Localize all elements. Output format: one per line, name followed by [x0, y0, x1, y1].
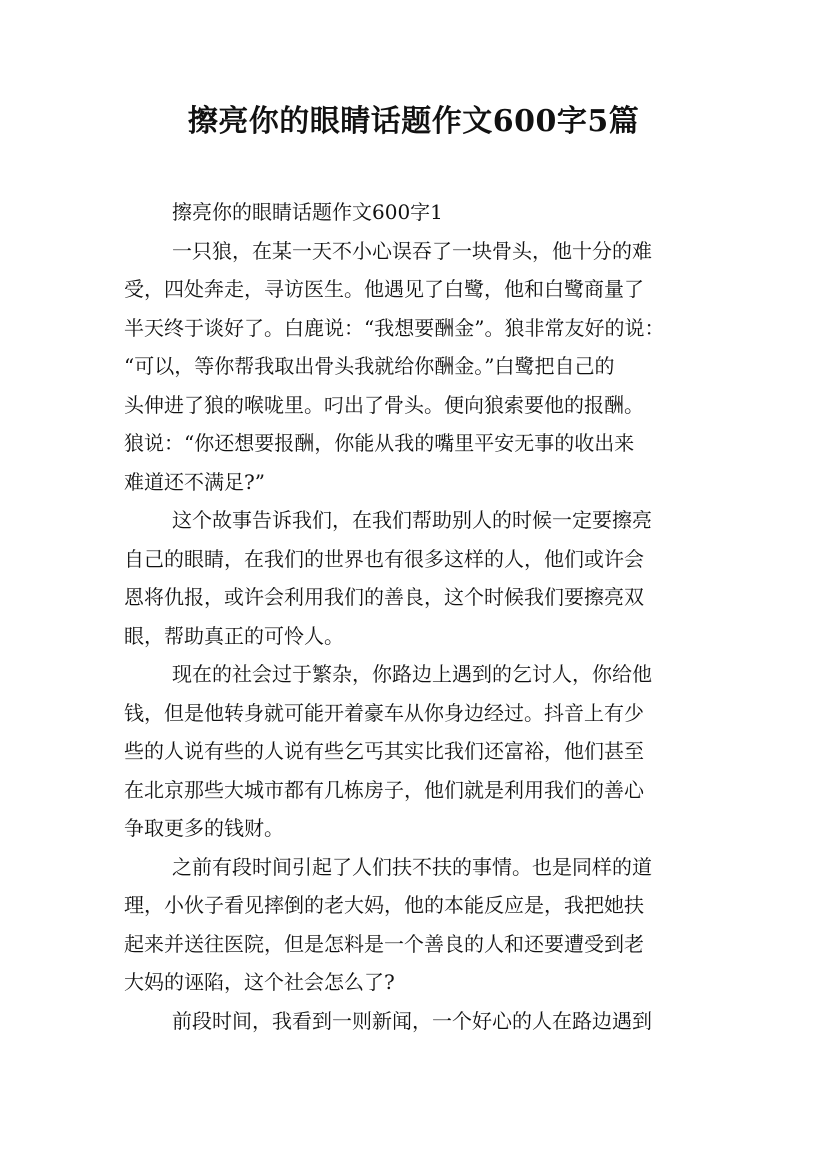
essay-subheading: 擦亮你的眼睛话题作文600字1 [172, 200, 443, 224]
paragraph-line: 之前有段时间引起了人们扶不扶的事情。也是同样的道 [172, 854, 652, 879]
paragraph [124, 655, 704, 848]
paragraph [124, 232, 704, 502]
paragraph [124, 501, 704, 655]
paragraph-line: 前段时间，我看到一则新闻，一个好心的人在路边遇到 [172, 1008, 652, 1033]
paragraph [124, 1002, 704, 1041]
paragraph-line: 大妈的诬陷，这个社会怎么了? [124, 970, 395, 994]
paragraph-line: 一只狼，在某一天不小心误吞了一块骨头，他十分的难 [172, 238, 652, 263]
paragraph-line: 理，小伙子看见摔倒的老大妈，他的本能反应是，我把她扶 [124, 893, 644, 917]
paragraph-line: 眼，帮助真正的可怜人。 [124, 623, 344, 648]
paragraph-line: 受，四处奔走，寻访医生。他遇见了白鹭，他和白鹭商量了 [124, 277, 644, 301]
paragraph-line: 头伸进了狼的喉咙里。叼出了骨头。便向狼索要他的报酬。 [124, 392, 644, 417]
paragraph-line: 起来并送往医院，但是怎料是一个善良的人和还要遭受到老 [124, 931, 644, 956]
paragraph-line: 钱，但是他转身就可能开着豪车从你身边经过。抖音上有少 [124, 700, 644, 725]
paragraph [124, 848, 704, 1002]
paragraph-line: 自己的眼睛，在我们的世界也有很多这样的人，他们或许会 [124, 546, 644, 571]
paragraph-list [124, 232, 704, 1041]
paragraph-line: 恩将仇报，或许会利用我们的善良，这个时候我们要擦亮双 [124, 585, 644, 609]
document-title: 擦亮你的眼睛话题作文600字5篇 [187, 104, 640, 139]
paragraph-line: “可以，等你帮我取出骨头我就给你酬金。”白鹭把自己的 [124, 354, 615, 378]
paragraph-line: 难道还不满足?” [124, 469, 265, 494]
paragraph-line: 在北京那些大城市都有几栋房子，他们就是利用我们的善心 [124, 777, 644, 802]
paragraph-line: 些的人说有些的人说有些乞丐其实比我们还富裕，他们甚至 [124, 739, 644, 763]
paragraph-line: 争取更多的钱财。 [124, 816, 284, 840]
paragraph-line: 这个故事告诉我们，在我们帮助别人的时候一定要擦亮 [172, 508, 652, 532]
document-body [124, 193, 704, 1040]
paragraph-line: 现在的社会过于繁杂，你路边上遇到的乞讨人，你给他 [172, 662, 652, 686]
paragraph-line: 半天终于谈好了。白鹿说：“我想要酬金”。狼非常友好的说： [124, 315, 665, 340]
paragraph-line: 狼说：“你还想要报酬，你能从我的嘴里平安无事的收出来 [124, 431, 635, 455]
